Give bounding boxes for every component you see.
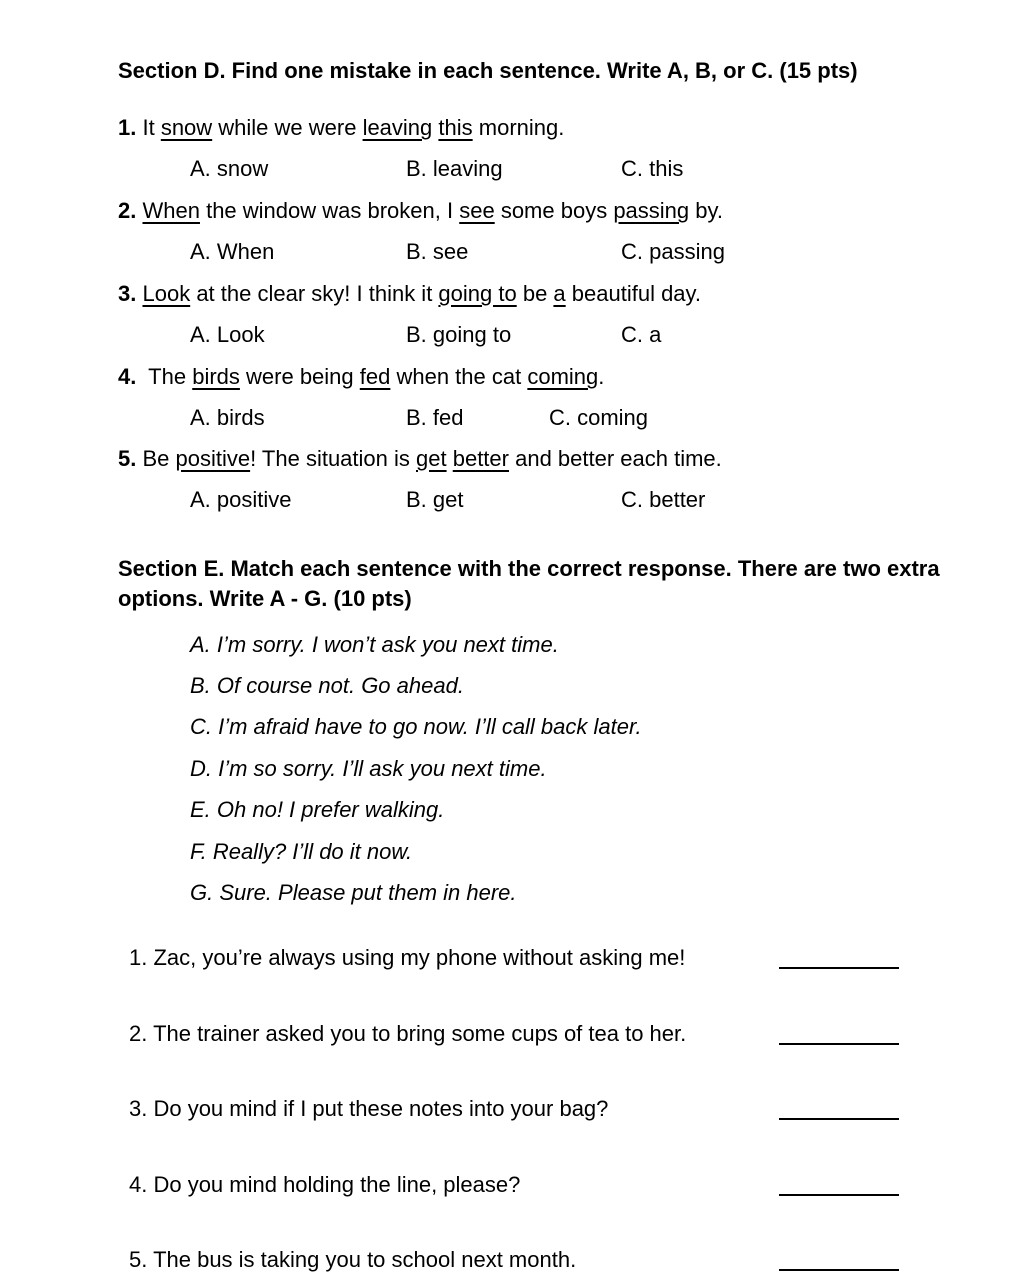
text: while we were [212,115,363,140]
option-d5-a: A. positive [190,487,292,512]
question-number: 1. [118,115,137,140]
option-d4-a: A. birds [190,405,265,430]
response-a: A. I’m sorry. I won’t ask you next time. [190,632,559,657]
text: by. [689,198,723,223]
option-d3-b: B. going to [406,322,512,347]
match-question-2: 2. The trainer asked you to bring some cups of tea to her. [129,1021,687,1046]
match-question-4: 4. Do you mind holding the line, please? [129,1172,521,1197]
answer-blank-4[interactable] [779,1194,899,1196]
text: and better each time. [508,446,722,471]
response-c: C. I’m afraid have to go now. I’ll call back later. [190,714,642,739]
text: Be [136,446,176,471]
underlined-word-a: snow [160,115,213,140]
underlined-word-b: leaving [362,115,433,140]
question-d1 [118,113,564,143]
text: be [516,281,554,306]
option-d4-c: C. coming [549,405,649,430]
underlined-word-b: going to [438,281,517,306]
section-e-heading-line2: options. Write A - G. (10 pts) [118,586,412,611]
text: the window was broken, I [199,198,460,223]
answer-blank-2[interactable] [779,1043,899,1045]
question-d2 [118,196,723,226]
option-d5-b: B. get [406,487,464,512]
response-b: B. Of course not. Go ahead. [190,673,464,698]
question-d3 [118,279,701,309]
text: . [598,364,605,389]
underlined-word-c: passing [613,198,690,223]
text: It [136,115,161,140]
option-d2-a: A. When [190,239,275,264]
text: morning. [472,115,565,140]
underlined-word-a: Look [142,281,191,306]
response-d: D. I’m so sorry. I’ll ask you next time. [190,756,547,781]
answer-blank-1[interactable] [779,967,899,969]
option-d1-c: C. this [621,156,684,181]
text: The [136,364,193,389]
option-d1-b: B. leaving [406,156,503,181]
text: ! The situation is [250,446,416,471]
underlined-word-c: a [553,281,566,306]
option-d4-b: B. fed [406,405,464,430]
section-d-heading: Section D. Find one mistake in each sentence. Write A, B, or C. (15 pts) [118,58,858,83]
answer-blank-5[interactable] [779,1269,899,1271]
match-question-1: 1. Zac, you’re always using my phone without asking me! [129,945,686,970]
option-d3-a: A. Look [190,322,265,347]
question-d4 [118,362,604,392]
response-g: G. Sure. Please put them in here. [190,880,517,905]
underlined-word-b: get [416,446,447,471]
text: some boys [494,198,614,223]
option-d2-b: B. see [406,239,469,264]
question-number: 4. [118,364,137,389]
section-e-heading-line1: Section E. Match each sentence with the correct response. There are two extra [118,556,940,581]
option-d2-c: C. passing [621,239,725,264]
text: beautiful day. [565,281,702,306]
match-question-3: 3. Do you mind if I put these notes into your bag? [129,1096,609,1121]
option-d5-c: C. better [621,487,706,512]
text: at the clear sky! I think it [190,281,439,306]
underlined-word-a: positive [175,446,251,471]
question-number: 5. [118,446,137,471]
underlined-word-c: coming [527,364,599,389]
question-number: 3. [118,281,137,306]
underlined-word-c: this [438,115,473,140]
underlined-word-a: When [142,198,200,223]
response-f: F. Really? I’ll do it now. [190,839,413,864]
answer-blank-3[interactable] [779,1118,899,1120]
underlined-word-b: see [459,198,495,223]
question-d5 [118,444,722,474]
option-d1-a: A. snow [190,156,269,181]
text: when the cat [390,364,528,389]
underlined-word-a: birds [192,364,240,389]
underlined-word-b: fed [359,364,391,389]
match-question-5: 5. The bus is taking you to school next month. [129,1247,577,1272]
text: were being [239,364,360,389]
response-e: E. Oh no! I prefer walking. [190,797,445,822]
question-number: 2. [118,198,137,223]
option-d3-c: C. a [621,322,662,347]
underlined-word-c: better [452,446,509,471]
